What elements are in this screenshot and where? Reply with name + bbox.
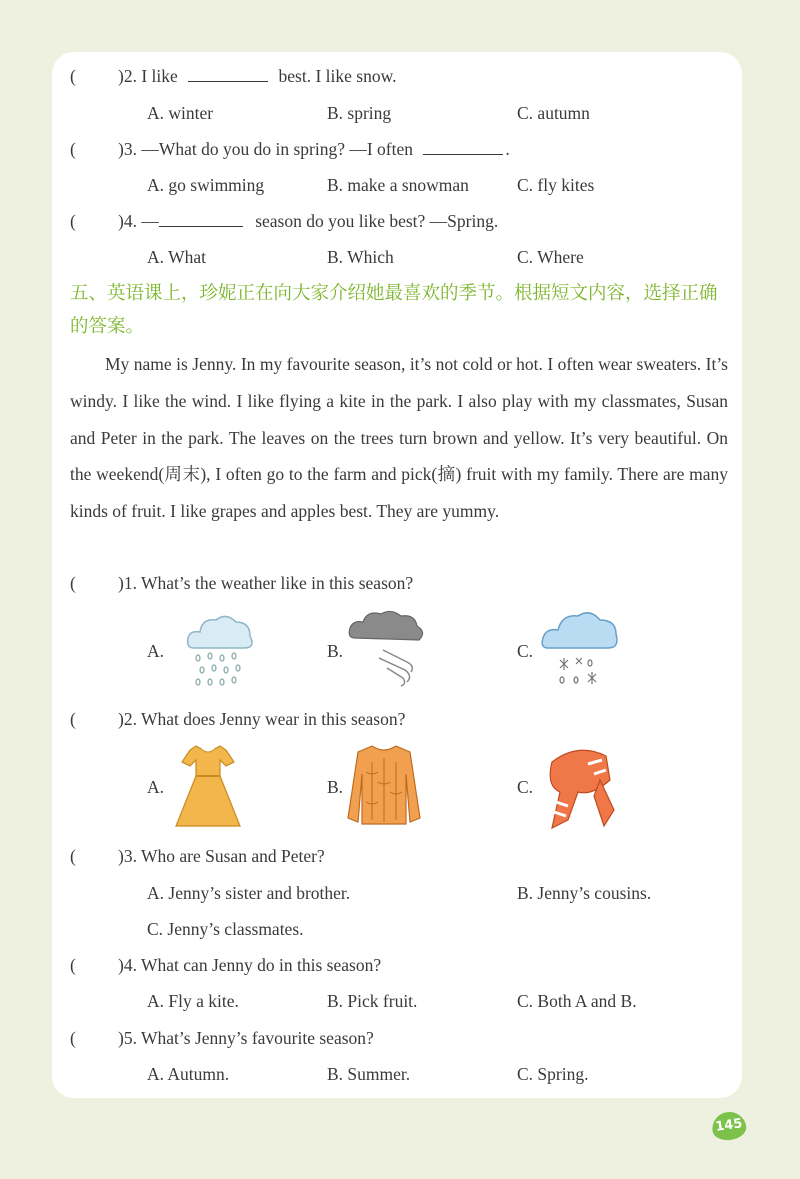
- option-a[interactable]: A. Jenny’s sister and brother.: [147, 883, 351, 903]
- question-text: )4. —: [118, 211, 159, 231]
- answer-paren[interactable]: (: [70, 709, 76, 729]
- wind-cloud-icon: [347, 608, 427, 690]
- section-5-title: [70, 277, 740, 343]
- option-b[interactable]: B. Which: [327, 247, 394, 267]
- answer-paren[interactable]: (: [70, 139, 76, 159]
- question-4-3: [118, 137, 510, 161]
- question-5-1: )1. What’s the weather like in this season?: [118, 573, 414, 593]
- option-a[interactable]: A. go swimming: [147, 175, 265, 195]
- question-5-4: )4. What can Jenny do in this season?: [118, 955, 382, 975]
- option-a[interactable]: A.: [147, 777, 165, 797]
- question-text-after: season do you like best? —Spring.: [255, 211, 499, 231]
- reading-passage: My name is Jenny. In my favourite season, it’s not cold or hot. I often wear sweaters. It’s windy. I like the wind. I like flying a kite in the park. I also play with my classmates, Susan and Peter in the park. The leaves on the trees turn brown and yellow. It’s very beautiful. On the weekend(周末), I often go to the farm and pick(摘) fruit with my family. There are many kinds of fruit. I like grapes and apples best. They are yummy.: [70, 354, 728, 522]
- question-text: )3. —What do you do in spring? —I often: [118, 139, 414, 159]
- option-c[interactable]: C. Spring.: [517, 1064, 589, 1084]
- option-b[interactable]: B. Pick fruit.: [327, 991, 418, 1011]
- question-text-after: .: [505, 139, 510, 159]
- answer-blank[interactable]: [188, 67, 268, 82]
- option-b[interactable]: B.: [327, 777, 344, 797]
- option-a[interactable]: A. What: [147, 247, 206, 267]
- option-b[interactable]: B. Jenny’s cousins.: [517, 883, 652, 903]
- option-c[interactable]: C. Where: [517, 247, 584, 267]
- question-text-after: best. I like snow.: [278, 66, 397, 86]
- option-a[interactable]: A. winter: [147, 103, 214, 123]
- option-b[interactable]: B. spring: [327, 103, 392, 123]
- option-a[interactable]: A.: [147, 641, 165, 661]
- answer-paren[interactable]: (: [70, 1028, 76, 1048]
- question-4-2: [118, 64, 396, 88]
- option-c[interactable]: C. autumn: [517, 103, 590, 123]
- dress-icon: [170, 740, 246, 832]
- page-number-badge: 145: [710, 1110, 748, 1142]
- option-c[interactable]: C. Both A and B.: [517, 991, 637, 1011]
- answer-paren[interactable]: (: [70, 211, 76, 231]
- answer-paren[interactable]: (: [70, 846, 76, 866]
- option-c[interactable]: C. Jenny’s classmates.: [147, 919, 304, 939]
- question-text: )2. I like: [118, 66, 178, 86]
- answer-blank[interactable]: [159, 212, 243, 227]
- sweater-icon: [346, 742, 422, 830]
- option-c[interactable]: C. fly kites: [517, 175, 595, 195]
- option-b[interactable]: B. make a snowman: [327, 175, 469, 195]
- answer-paren[interactable]: (: [70, 955, 76, 975]
- rain-cloud-icon: [184, 608, 256, 690]
- question-4-4: [118, 209, 498, 233]
- question-5-2: )2. What does Jenny wear in this season?: [118, 709, 406, 729]
- section-title-line1: 五、英语课上，珍妮正在向大家介绍她最喜欢的季节。根据短文内容，选择正确: [70, 283, 718, 304]
- option-a[interactable]: A. Autumn.: [147, 1064, 230, 1084]
- answer-blank[interactable]: [423, 140, 503, 155]
- option-b[interactable]: B.: [327, 641, 344, 661]
- answer-paren[interactable]: (: [70, 573, 76, 593]
- option-c[interactable]: C.: [517, 641, 534, 661]
- option-b[interactable]: B. Summer.: [327, 1064, 411, 1084]
- option-a[interactable]: A. Fly a kite.: [147, 991, 239, 1011]
- option-c[interactable]: C.: [517, 777, 534, 797]
- question-5-5: )5. What’s Jenny’s favourite season?: [118, 1028, 374, 1048]
- scarf-icon: [538, 740, 620, 832]
- answer-paren[interactable]: (: [70, 66, 76, 86]
- question-5-3: )3. Who are Susan and Peter?: [118, 846, 325, 866]
- section-title-line2: 的答案。: [70, 316, 145, 337]
- snow-cloud-icon: [540, 608, 620, 690]
